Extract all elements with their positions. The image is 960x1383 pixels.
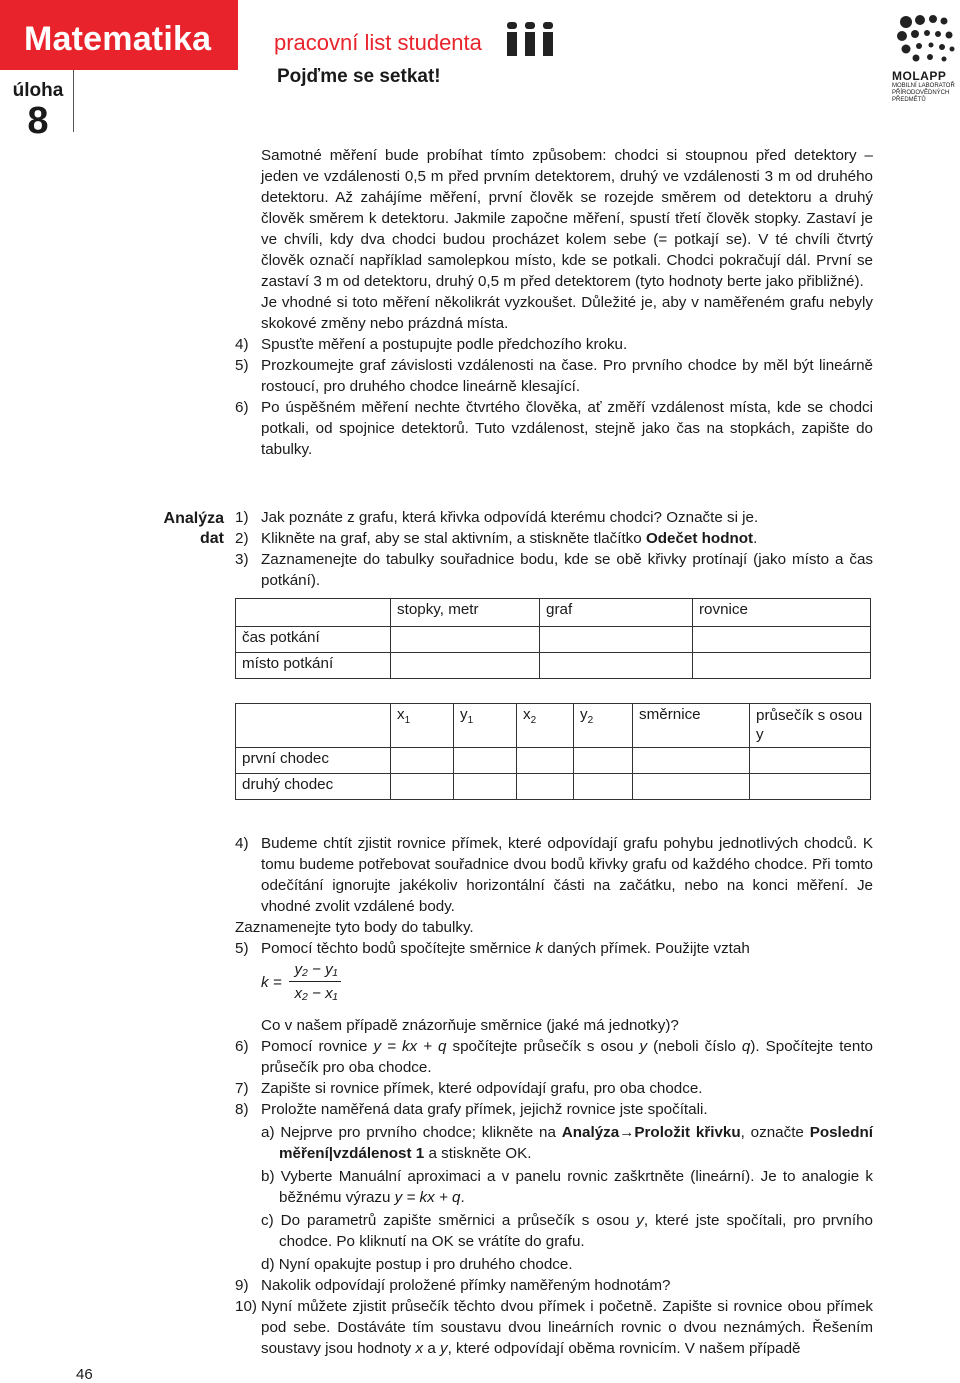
intro-paragraph-1: Samotné měření bude probíhat tímto způsobem: chodci si stoupnou před detektory – jeden ve vzdálenosti 0,5 m před prvním detektorem, druhý ve vzdálenosti 3 m od druhého detektoru. Až zahájíme měření, první člověk se rozejde směrem od detektoru a druhý člověk směrem k detektoru. Jakmile započne měření, spustí třetí člověk stopky. Zastaví je ve chvíli, kdy dva chodci budou procházet kolem sebe (= potkají se). V té chvíli čtvrtý člověk označí například samolepkou místo, kde se potkali. Chodci pokračují dál. První se zastaví 3 m od detektoru, druhý 0,5 m před detektorem (tyto hodnoty berte jako přibližné). (261, 147, 873, 290)
step-b8d: d) Nyní opakujte postup i pro druhého chodce. (261, 1256, 573, 1273)
table-cell[interactable] (750, 748, 871, 774)
table-cell[interactable] (391, 774, 454, 800)
intro-section (235, 145, 873, 460)
meeting-table-header-graph: graf (540, 599, 693, 627)
step-b10: 10) Nyní můžete zjistit průsečík těchto dvou přímek i početně. Zapište si rovnice obou přímek pod sebe. Dostáváte tím soustavu dvou lineárních rovnic o dvou neznámých. Řešením soustavy jsou hodnoty x a y, které odpovídají oběma rovnicím. V našem případě (235, 1298, 873, 1357)
slope-formula: k = y₂ − y₁ x₂ − x₁ (261, 959, 873, 1005)
table-cell[interactable] (454, 748, 517, 774)
points-table-header-slope: směrnice (633, 704, 750, 748)
uloha-label: úloha (12, 80, 64, 101)
table-cell[interactable] (574, 748, 633, 774)
analysis-label: Analýza dat (163, 510, 224, 547)
fraction-line (289, 981, 341, 982)
table-cell[interactable] (540, 653, 693, 679)
table-cell[interactable] (633, 748, 750, 774)
page-subtitle: Pojďme se setkat! (277, 66, 441, 87)
step-b8: 8) Proložte naměřená data grafy přímek, jejichž rovnice jste spočítali. (235, 1101, 708, 1118)
table-cell[interactable] (633, 774, 750, 800)
step-b5: 5) Pomocí těchto bodů spočítejte směrnice k daných přímek. Použijte vztah (235, 940, 750, 957)
points-table-header-y1: $y_1$ (454, 704, 517, 748)
step-5: 5) Prozkoumejte graf závislosti vzdálenosti na čase. Pro prvního chodce by měl být lineárně rostoucí, pro druhého chodce lineárně klesající. (235, 357, 873, 395)
table-cell[interactable] (693, 653, 871, 679)
sheet-type: pracovní list studenta (274, 30, 482, 55)
points-table (235, 703, 871, 800)
step-b8c: c) Do parametrů zapište směrnici a průsečík s osou y, které jste spočítali, pro prvního chodce. Po kliknutí na OK se vrátíte do grafu. (261, 1212, 873, 1250)
steps-section (235, 833, 873, 1359)
points-table-header-empty (236, 704, 391, 748)
divider (73, 70, 74, 132)
table-cell[interactable] (454, 774, 517, 800)
step-4: 4) Spusťte měření a postupujte podle předchozího kroku. (235, 336, 628, 353)
table-cell[interactable] (391, 653, 540, 679)
points-table-row-label: první chodec (236, 748, 391, 774)
table-cell[interactable] (517, 774, 574, 800)
meeting-table-header-equation: rovnice (693, 599, 871, 627)
intro-paragraph-2: Je vhodné si toto měření několikrát vyzkoušet. Důležité je, aby v naměřeném grafu nebyly skokové změny nebo prázdná místa. (261, 294, 873, 332)
molapp-logo (892, 12, 958, 102)
step-b4: 4) Budeme chtít zjistit rovnice přímek, které odpovídají grafu pohybu jednotlivých chodců. K tomu budeme potřebovat souřadnice dvou bodů křivky grafu od každého chodce. Při tomto odečítání ignorujte jakékoliv horizontální části na začátku, nebo na konci měření. Je vhodné zvolit vzdálené body. (235, 835, 873, 915)
table-cell[interactable] (574, 774, 633, 800)
logo-sub3: PŘEDMĚTŮ (892, 97, 926, 103)
step-b6: 6) Pomocí rovnice y = kx + q spočítejte průsečík s osou y (neboli číslo q). Spočítejte tento průsečík pro oba chodce. (235, 1038, 873, 1076)
meeting-table-header-empty (236, 599, 391, 627)
points-table-row-label: druhý chodec (236, 774, 391, 800)
step-b4-after: Zaznamenejte tyto body do tabulky. (235, 919, 474, 936)
people-icon (505, 22, 555, 56)
subject-banner (0, 0, 238, 70)
page-number: 46 (76, 1366, 93, 1383)
meeting-table (235, 598, 871, 679)
points-table-header-x1: $x_1$ (391, 704, 454, 748)
table-cell[interactable] (540, 627, 693, 653)
analysis-step-2: 2) Klikněte na graf, aby se stal aktivním, a stiskněte tlačítko Odečet hodnot. (235, 530, 758, 547)
uloha-number: 8 (27, 100, 49, 142)
logo-sub2: PŘÍRODOVĚDNÝCH (892, 90, 950, 96)
molapp-dots-icon (892, 12, 958, 64)
logo-name: MOLAPP (892, 69, 947, 83)
step-b8b: b) Vyberte Manuální aproximaci a v panelu rovnic zaškrtněte (lineární). Je to analogie k běžnému výrazu y = kx + q. (261, 1168, 873, 1206)
table-cell[interactable] (391, 627, 540, 653)
table-cell[interactable] (693, 627, 871, 653)
points-table-header-x2: $x_2$ (517, 704, 574, 748)
step-b8a: a) Nejprve pro prvního chodce; klikněte na Analýza→Proložit křivku, označte Poslední měření|vzdálenost 1 a stiskněte OK. (261, 1124, 873, 1162)
table-cell[interactable] (750, 774, 871, 800)
points-table-header-y2: $y_2$ (574, 704, 633, 748)
meeting-table-row-label: místo potkání (236, 653, 391, 679)
analysis-section (235, 507, 873, 591)
table-cell[interactable] (391, 748, 454, 774)
analysis-step-1: 1) Jak poznáte z grafu, která křivka odpovídá kterému chodci? Označte si je. (235, 509, 759, 526)
analysis-step-3: 3) Zaznamenejte do tabulky souřadnice bodu, kde se obě křivky protínají (jako místo a čas potkání). (235, 551, 873, 589)
table-cell[interactable] (517, 748, 574, 774)
meeting-table-row-label: čas potkání (236, 627, 391, 653)
subject-title: Matematika (24, 20, 212, 58)
step-b9: 9) Nakolik odpovídají proložené přímky naměřeným hodnotám? (235, 1277, 671, 1294)
step-b7: 7) Zapište si rovnice přímek, které odpovídají grafu, pro oba chodce. (235, 1080, 703, 1097)
meeting-table-header-stopwatch: stopky, metr (391, 599, 540, 627)
step-b5-question: Co v našem případě znázorňuje směrnice (jaké má jednotky)? (261, 1017, 679, 1034)
logo-sub1: MOBILNÍ LABORATOŘ (892, 83, 955, 89)
step-6: 6) Po úspěšném měření nechte čtvrtého člověka, ať změří vzdálenost místa, kde se chodci potkali, od spojnice detektorů. Tuto vzdálenost, stejně jako čas na stopkách, zapište do tabulky. (235, 399, 873, 458)
points-table-header-intercept: průsečík s osou y (750, 704, 871, 748)
